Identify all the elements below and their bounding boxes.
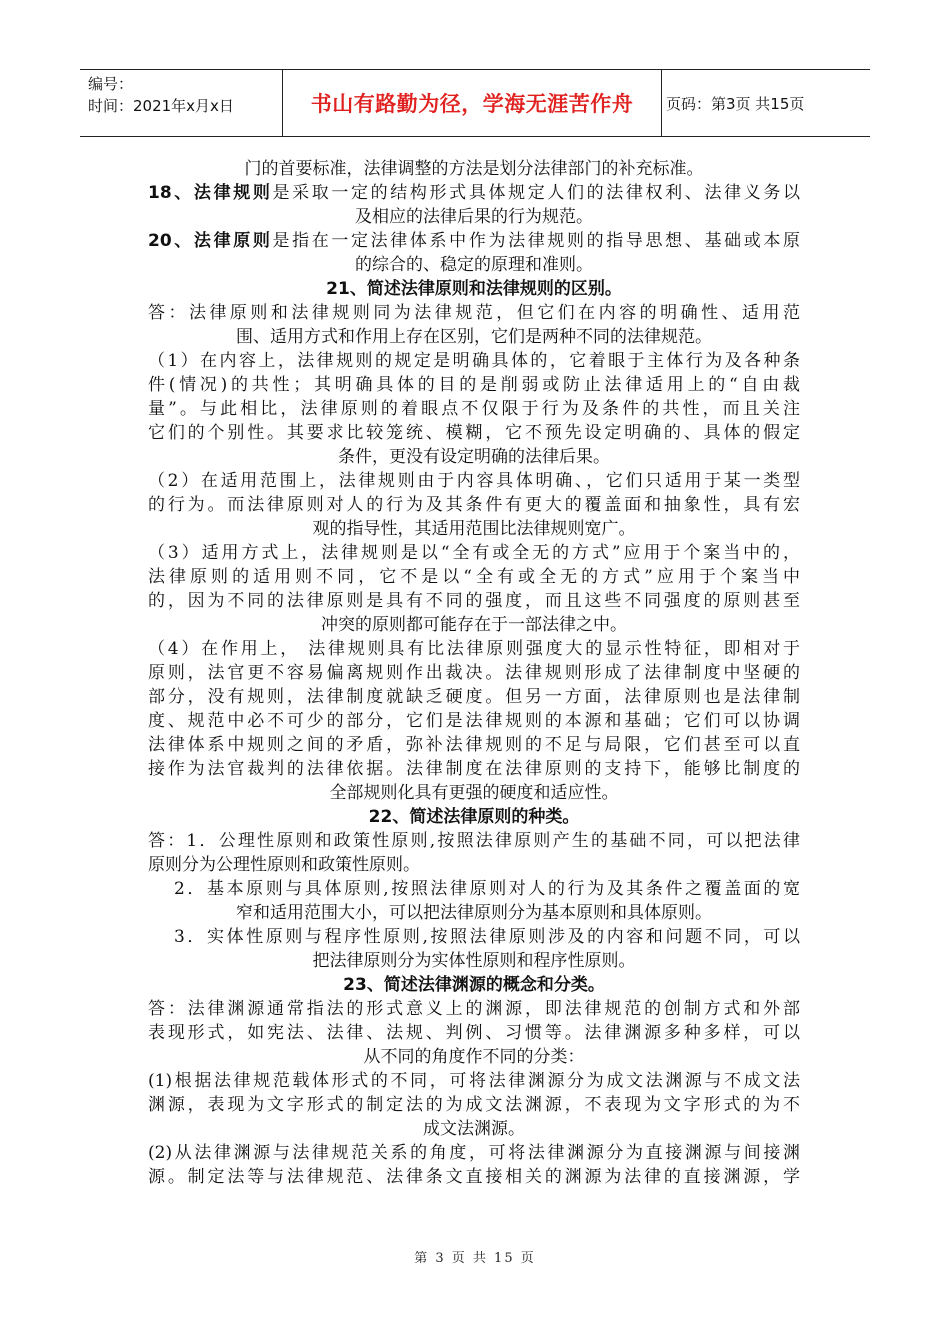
- header-meta: [80, 70, 282, 136]
- header-motto: 书山有路勤为径，学海无涯苦作舟: [310, 92, 634, 116]
- definition-line: [148, 229, 800, 253]
- text-line: 原则，法官更不容易偏离规则作出裁决。法律规则形成了法律制度中坚硬的: [148, 663, 800, 683]
- text-line: 全部规则化具有更强的硬度和适应性。: [329, 783, 619, 803]
- definition-text: 是指在一定法律体系中作为法律规则的指导思想、基础或本原: [272, 231, 800, 251]
- section-heading: 21、简述法律原则和法律规则的区别。: [326, 279, 622, 299]
- text-line: 渊源，表现为文字形式的制定法的为成文法渊源，不表现为文字形式的为不: [148, 1095, 800, 1115]
- text-line: (2)从法律渊源与法律规范关系的角度，可将法律渊源分为直接渊源与间接渊: [148, 1143, 800, 1163]
- text-line: 3．实体性原则与程序性原则,按照法律原则涉及的内容和问题不同，可以: [174, 927, 800, 947]
- text-line: 表现形式，如宪法、法律、法规、判例、习惯等。法律渊源多种多样，可以: [148, 1023, 800, 1043]
- text-line: 冲突的原则都可能存在于一部法律之中。: [321, 615, 627, 635]
- header-motto-cell: [282, 70, 662, 136]
- text-line: (1)根据法律规范载体形式的不同，可将法律渊源分为成文法渊源与不成文法: [148, 1071, 800, 1091]
- text-line: 的，因为不同的法律原则是具有不同的强度，而且这些不同强度的原则甚至: [148, 591, 800, 611]
- document-body: [148, 157, 800, 1189]
- text-line: 从不同的角度作不同的分类：: [363, 1047, 585, 1067]
- definition-term: 20、法律原则: [148, 231, 273, 251]
- text-line: 把法律原则分为实体性原则和程序性原则。: [312, 951, 636, 971]
- text-line: 成文法渊源。: [423, 1119, 525, 1139]
- text-line: 件(情况)的共性；其明确具体的目的是削弱或防止法律适用上的“自由裁: [148, 375, 800, 395]
- header-page-cell: [662, 70, 870, 136]
- text-line: 接作为法官裁判的法律依据。法律制度在法律原则的支持下，能够比制度的: [148, 759, 800, 779]
- page-header: [80, 69, 870, 137]
- text-line: 量”。与此相比，法律原则的着眼点不仅限于行为及条件的共性，而且关注: [148, 399, 800, 419]
- section-heading: 23、简述法律渊源的概念和分类。: [343, 975, 605, 995]
- text-line: 源。制定法等与法律规范、法律条文直接相关的渊源为法律的直接渊源，学: [148, 1167, 800, 1187]
- text-line: 法律原则的适用则不同，它不是以“全有或全无的方式”应用于个案当中: [148, 567, 800, 587]
- text-line: （2）在适用范围上，法律规则由于内容具体明确、，它们只适用于某一类型: [148, 471, 800, 491]
- doc-date-label: 时间：2021年x月x日: [88, 97, 234, 115]
- text-line: 及相应的法律后果的行为规范。: [355, 207, 593, 227]
- text-line: 2．基本原则与具体原则,按照法律原则对人的行为及其条件之覆盖面的宽: [174, 879, 800, 899]
- text-line: 法律体系中规则之间的矛盾，弥补法律规则的不足与局限，它们甚至可以直: [148, 735, 800, 755]
- text-line: 原则分为公理性原则和政策性原则。: [148, 855, 420, 875]
- text-line: 的行为。而法律原则对人的行为及其条件有更大的覆盖面和抽象性，具有宏: [148, 495, 800, 515]
- definition-line: [148, 181, 800, 205]
- definition-text: 是采取一定的结构形式具体规定人们的法律权利、法律义务以: [272, 183, 800, 203]
- text-line: 围、适用方式和作用上存在区别，它们是两种不同的法律规范。: [236, 327, 712, 347]
- text-line: （4）在作用上， 法律规则具有比法律原则强度大的显示性特征，即相对于: [148, 639, 800, 659]
- text-line: 它们的个别性。其要求比较笼统、模糊，它不预先设定明确的、具体的假定: [148, 423, 800, 443]
- section-heading: 22、简述法律原则的种类。: [368, 807, 580, 827]
- text-line: （1）在内容上，法律规则的规定是明确具体的，它着眼于主体行为及各种条: [148, 351, 800, 371]
- page-footer: 第 3 页 共 15 页: [414, 1251, 536, 1266]
- text-line: 答：1．公理性原则和政策性原则,按照法律原则产生的基础不同，可以把法律: [148, 831, 800, 851]
- header-page-label: 页码：第3页 共15页: [666, 94, 805, 113]
- text-line: 度、规范中必不可少的部分，它们是法律规则的本源和基础；它们可以协调: [148, 711, 800, 731]
- text-line: 部分，没有规则，法律制度就缺乏硬度。但另一方面，法律原则也是法律制: [148, 687, 800, 707]
- doc-number-label: 编号：: [88, 75, 134, 93]
- text-line: 答：法律渊源通常指法的形式意义上的渊源，即法律规范的创制方式和外部: [148, 999, 800, 1019]
- text-line: 条件，更没有设定明确的法律后果。: [338, 447, 610, 467]
- text-line: 门的首要标准，法律调整的方法是划分法律部门的补充标准。: [244, 159, 704, 179]
- text-line: （3）适用方式上，法律规则是以“全有或全无的方式”应用于个案当中的，: [148, 543, 800, 563]
- definition-term: 18、法律规则: [148, 183, 273, 203]
- text-line: 窄和适用范围大小，可以把法律原则分为基本原则和具体原则。: [236, 903, 712, 923]
- text-line: 观的指导性，其适用范围比法律规则宽广。: [312, 519, 636, 539]
- text-line: 答：法律原则和法律规则同为法律规范，但它们在内容的明确性、适用范: [148, 303, 800, 323]
- text-line: 的综合的、稳定的原理和准则。: [355, 255, 593, 275]
